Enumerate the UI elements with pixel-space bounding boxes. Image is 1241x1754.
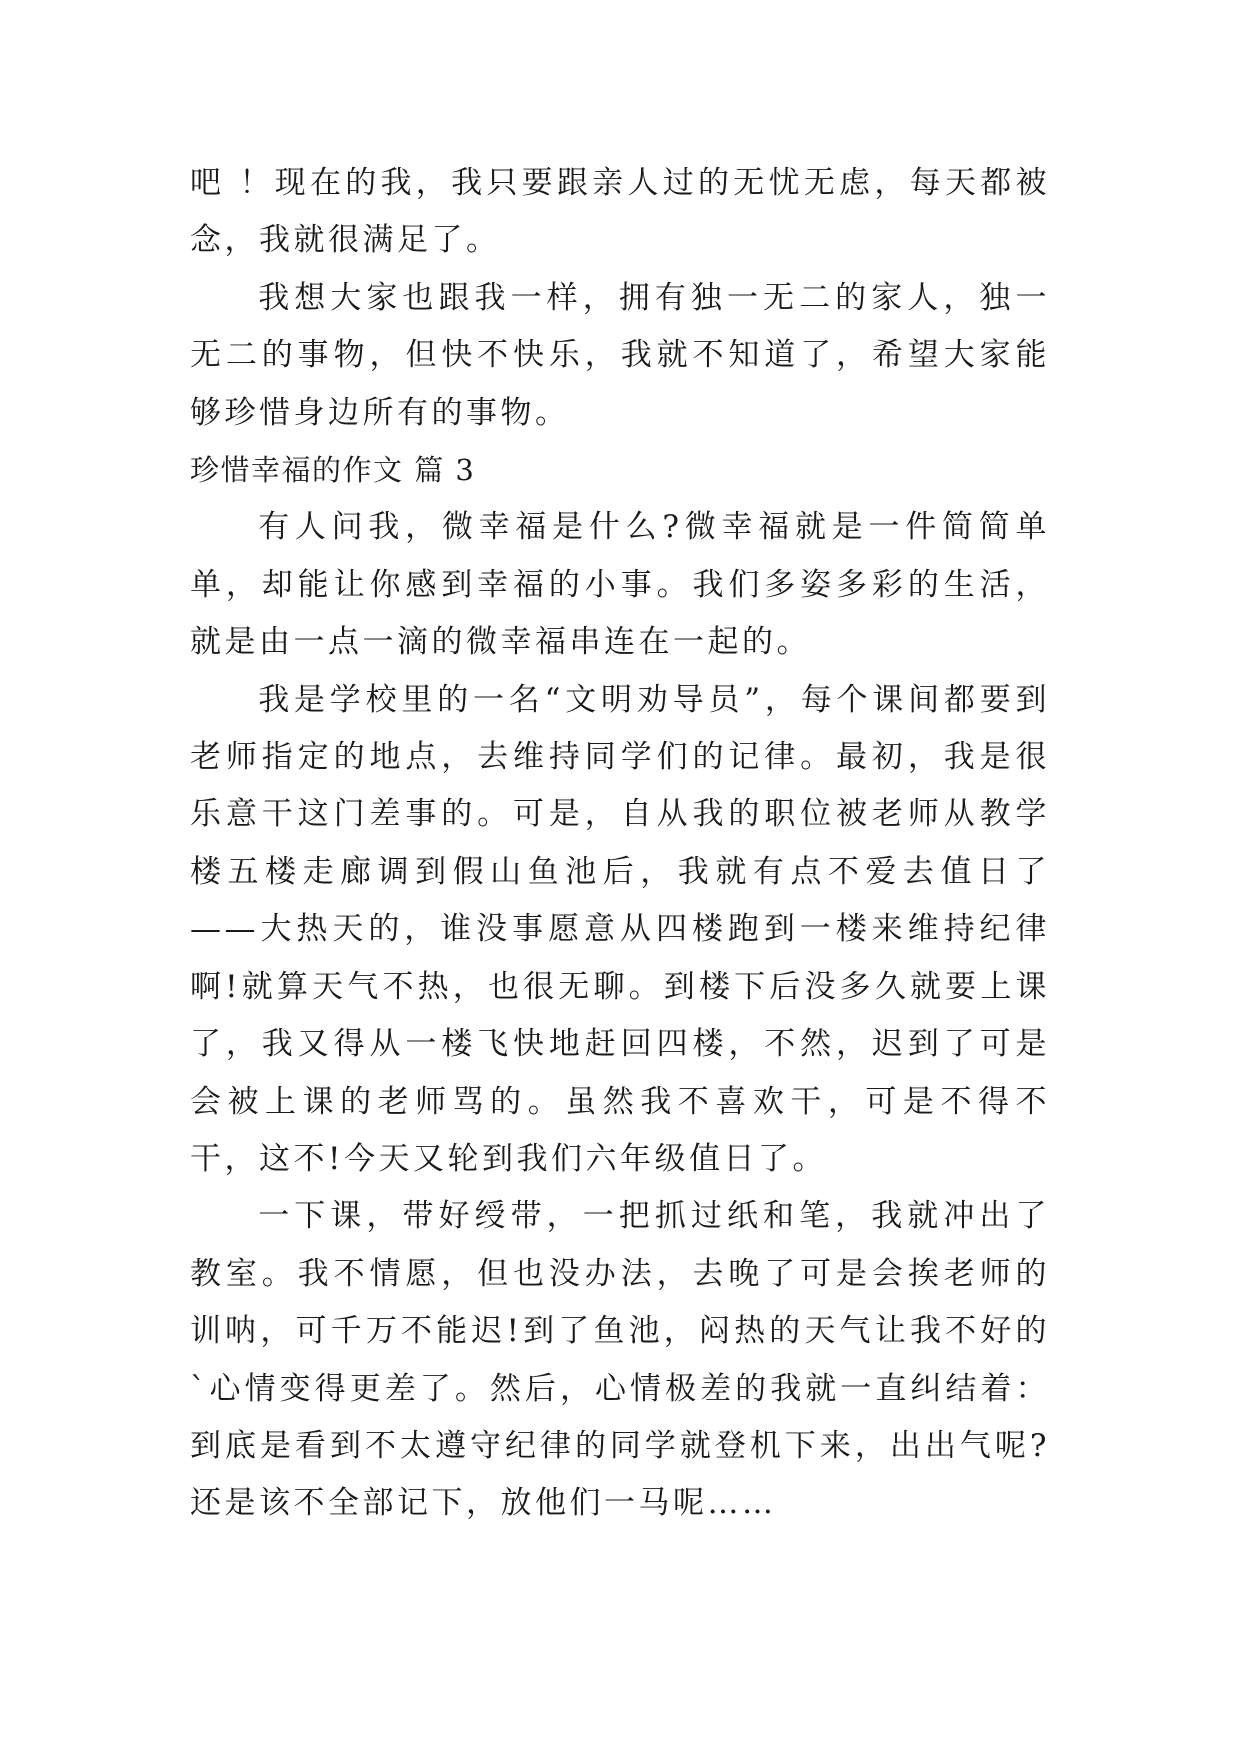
document-body xyxy=(190,155,1050,1533)
paragraph: 有人问我，微幸福是什么?微幸福就是一件简简单单，却能让你感到幸福的小事。我们多姿多彩的生活，就是由一点一滴的微幸福串连在一起的。 xyxy=(190,509,1050,661)
paragraph: 我是学校里的一名“文明劝导员”，每个课间都要到老师指定的地点，去维持同学们的记律。最初，我是很乐意干这门差事的。可是，自从我的职位被老师从教学楼五楼走廊调到假山鱼池后，我就有点不爱去值日了——大热天的，谁没事愿意从四楼跑到一楼来维持纪律啊!就算天气不热，也很无聊。到楼下后没多久就要上课了，我又得从一楼飞快地赶回四楼，不然，迟到了可是会被上课的老师骂的。虽然我不喜欢干，可是不得不干，这不!今天又轮到我们六年级值日了。 xyxy=(190,681,1050,1177)
paragraph: 吧 ！现在的我，我只要跟亲人过的无忧无虑，每天都被念，我就很满足了。 xyxy=(190,165,1050,259)
paragraph: 一下课，带好绶带，一把抓过纸和笔，我就冲出了教室。我不情愿，但也没办法，去晚了可是会挨老师的训呐，可千万不能迟!到了鱼池，闷热的天气让我不好的`心情变得更差了。然后，心情极差的我就一直纠结着：到底是看到不太遵守纪律的同学就登机下来，出出气呢?还是该不全部记下，放他们一马呢…… xyxy=(190,1198,1050,1522)
section-title: 珍惜幸福的作文 篇 3 xyxy=(190,453,476,488)
paragraph: 我想大家也跟我一样，拥有独一无二的家人，独一无二的事物，但快不快乐，我就不知道了，希望大家能够珍惜身边所有的事物。 xyxy=(190,279,1050,431)
